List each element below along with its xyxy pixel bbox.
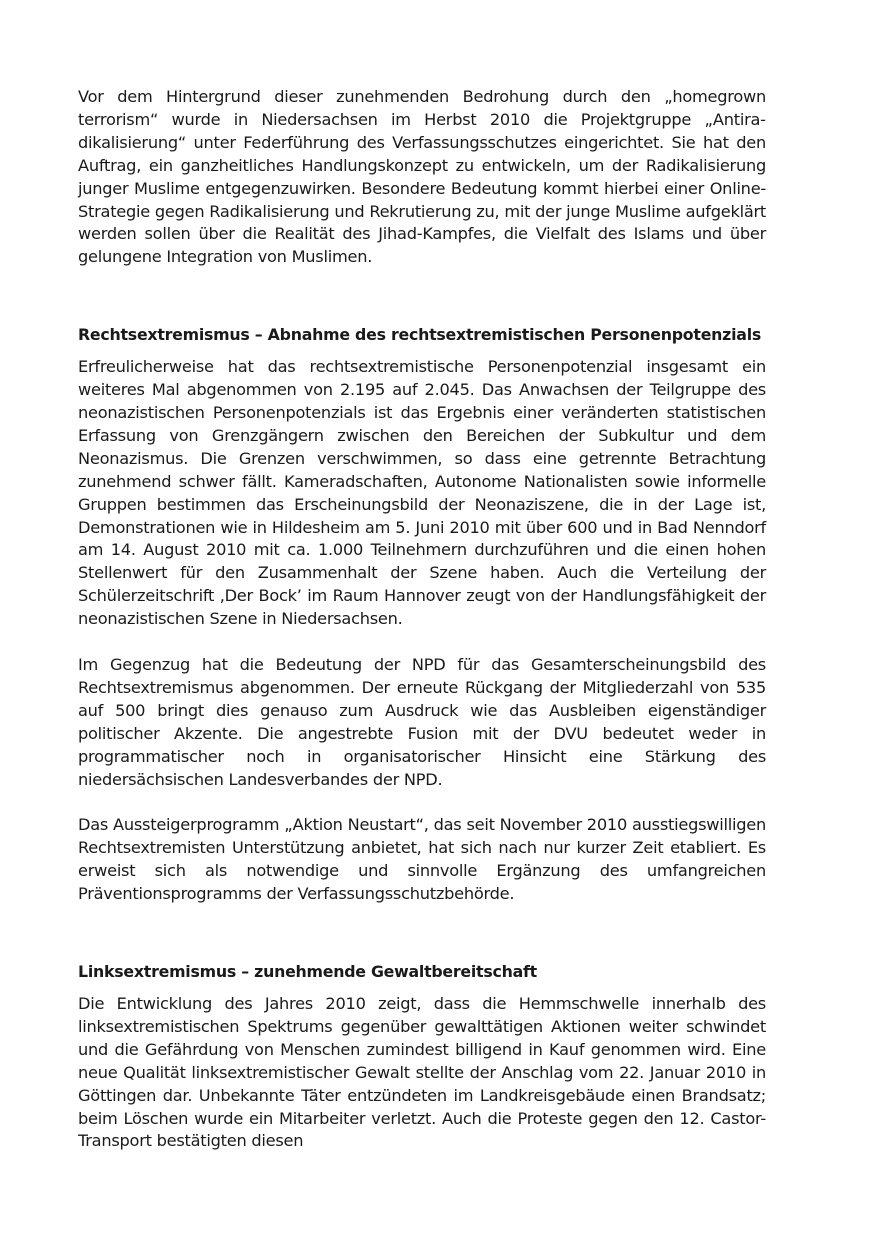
rechtsextremismus-paragraph-2: Im Gegenzug hat die Bedeutung der NPD für das Gesamterscheinungsbild des Rechtsextremismus abgenommen. Der erneute Rückgang der Mitgliederzahl von 535 auf 500 bringt dies genauso zum Ausdruck wie das Ausbleiben eigenständiger politischer Akzente. Die angestrebte Fusion mit der DVU bedeutet weder in programmatischer noch in organisatorischer Hinsicht eine Stärkung des niedersächsischen Landesverbandes der NPD. — [78, 655, 766, 789]
rechtsextremismus-paragraph-3: Das Aussteigerprogramm „Aktion Neustart“, das seit November 2010 ausstiegswilligen Rechtsextremisten Unterstützung anbietet, hat sich nach nur kurzer Zeit etabliert. Es erweist sich als notwendige und sinnvolle Ergänzung des umfangreichen Präventionsprogramms der Verfassungsschutzbehörde. — [78, 815, 766, 904]
heading-spacer — [78, 347, 766, 356]
rechtsextremismus-paragraph-1: Erfreulicherweise hat das rechtsextremistische Personenpotenzial insgesamt ein weiteres Mal abgenommen von 2.195 auf 2.045. Das Anwachsen der Teilgruppe des neonazistischen Personenpotenzials ist das Ergebnis einer veränderten statistischen Erfassung von Grenzgängern zwischen den Bereichen der Subkultur und dem Neonazismus. Die Grenzen verschwimmen, so dass eine getrennte Betrachtung zunehmend schwer fällt. Kameradschaften, Autonome Nationalisten sowie informelle Gruppen bestimmen das Erscheinungsbild der Neonaziszene, die in der Lage ist, Demonstrationen wie in Hildesheim am 5. Juni 2010 mit über 600 und in Bad Nenndorf am 14. August 2010 mit ca. 1.000 Teilnehmern durchzuführen und die einen hohen Stellenwert für den Zusammenhalt der Szene haben. Auch die Verteilung der Schülerzeitschrift ‚Der Bock’ im Raum Hannover zeugt von der Handlungsfähigkeit der neonazistischen Szene in Niedersachsen. — [78, 357, 766, 629]
section-spacer — [78, 269, 766, 324]
heading-linksextremismus: Linksextremismus – zunehmende Gewaltbereitschaft — [78, 962, 537, 982]
heading-rechtsextremismus: Rechtsextremismus – Abnahme des rechtsextremistischen Personenpotenzials — [78, 325, 762, 345]
intro-paragraph: Vor dem Hintergrund dieser zunehmenden Bedrohung durch den „homegrown terrorism“ wurde in Niedersachsen im Herbst 2010 die Projektgruppe „Antiradikalisierung“ unter Federführung des Verfassungsschutzes eingerichtet. Sie hat den Auftrag, ein ganzheitliches Handlungskonzept zu entwickeln, um der Radikalisierung junger Muslime entgegenzuwirken. Besondere Bedeutung kommt hierbei einer Online-Strategie gegen Radikalisierung und Rekrutierung zu, mit der junge Muslime aufgeklärt werden sollen über die Realität des Jihad-Kampfes, die Vielfalt des Islams und über gelungene Integration von Muslimen. — [78, 87, 766, 267]
heading-spacer — [78, 984, 766, 993]
document-page — [78, 86, 766, 1153]
linksextremismus-paragraph-1: Die Entwicklung des Jahres 2010 zeigt, dass die Hemmschwelle innerhalb des linksextremistischen Spektrums gegenüber gewalttätigen Aktionen weiter schwindet und die Gefährdung von Menschen zumindest billigend in Kauf genommen wird. Eine neue Qualität linksextremistischer Gewalt stellte der Anschlag vom 22. Januar 2010 in Göttingen dar. Unbekannte Täter entzündeten im Landkreisgebäude einen Brandsatz; beim Löschen wurde ein Mitarbeiter verletzt. Auch die Proteste gegen den 12. Castor-Transport bestätigten diesen — [78, 994, 766, 1151]
paragraph-spacer — [78, 791, 766, 814]
section-spacer — [78, 906, 766, 961]
paragraph-spacer — [78, 631, 766, 654]
